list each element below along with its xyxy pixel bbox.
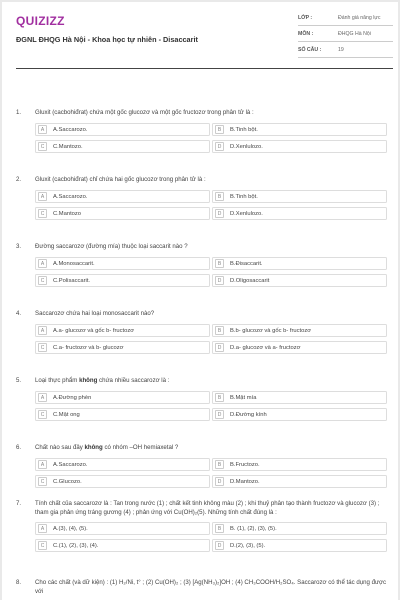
option-text: C.a- fructozơ và b- glucozơ (53, 344, 124, 351)
question-number: 6. (16, 444, 22, 451)
question-text: Saccarozơ chứa hai loại monosaccarit nào? (35, 310, 155, 317)
meta-row-count (298, 42, 393, 58)
option-a[interactable] (35, 458, 210, 471)
question-number: 1. (16, 109, 22, 116)
meta-table (298, 10, 393, 58)
option-text: D.(2), (3), (5). (230, 542, 266, 549)
option-a[interactable] (35, 123, 210, 136)
option-text: D.Oligosaccarit (230, 277, 270, 284)
question-text: Đường saccarozơ (đường mía) thuộc loại saccarit nào ? (35, 243, 188, 250)
option-text: C.Polisaccarit. (53, 277, 91, 284)
option-letter: B (215, 125, 224, 134)
option-d[interactable] (212, 341, 387, 354)
meta-key: SỐ CÂU : (298, 46, 322, 53)
meta-key: MÔN : (298, 30, 314, 37)
option-letter: D (215, 276, 224, 285)
option-text: A.Monosaccarit. (53, 260, 95, 267)
option-text: B.Tinh bột. (230, 126, 258, 133)
option-text: A.a- glucozơ và gốc b- fructozơ (53, 327, 135, 334)
worksheet-title: ĐGNL ĐHQG Hà Nội - Khoa học tự nhiên - Disaccarit (16, 35, 198, 44)
options (35, 522, 387, 552)
option-letter: D (215, 209, 224, 218)
option-text: A.Saccarozo. (53, 193, 88, 200)
question-8 (16, 578, 393, 596)
option-letter: A (38, 125, 47, 134)
option-a[interactable] (35, 190, 210, 203)
option-b[interactable] (212, 190, 387, 203)
option-letter: B (215, 192, 224, 201)
question-text-part: chứa nhiều saccarozơ là : (97, 377, 170, 384)
option-c[interactable] (35, 207, 210, 220)
option-letter: B (215, 524, 224, 533)
option-a[interactable] (35, 522, 210, 535)
option-c[interactable] (35, 274, 210, 287)
option-letter: C (38, 410, 47, 419)
option-d[interactable] (212, 475, 387, 488)
option-text: A.Saccarozo. (53, 126, 88, 133)
option-text: C.(1), (2), (3), (4). (53, 542, 99, 549)
option-text: A.(3), (4), (5). (53, 525, 88, 532)
question-1 (16, 108, 393, 153)
option-c[interactable] (35, 341, 210, 354)
option-letter: A (38, 524, 47, 533)
option-text: D.Xenlulozo. (230, 143, 263, 150)
question-text: Tính chất của saccarozơ là : Tan trong nước (1) ; chất kết tinh không màu (2) ; khi thuỷ phân tạo thành fructozơ và glucozơ (3) ; tham gia phản ứng tráng gương (4) ; phản ứng với Cu(OH)₂(5). Những tính chất đúng là : (35, 500, 380, 516)
option-letter: C (38, 541, 47, 550)
option-text: C.Mantozo. (53, 143, 83, 150)
option-text: B.Tinh bột. (230, 193, 258, 200)
meta-value: ĐHQG Hà Nội (338, 30, 371, 37)
option-text: B.Fructozo. (230, 461, 260, 468)
option-text: B.Mật mía (230, 394, 257, 401)
option-b[interactable] (212, 123, 387, 136)
question-text-part: Loại thực phẩm (35, 377, 80, 384)
option-d[interactable] (212, 140, 387, 153)
option-text: C.Mật ong (53, 411, 80, 418)
option-text: C.Mantozo (53, 210, 82, 217)
question-number: 3. (16, 243, 22, 250)
worksheet-header (2, 2, 398, 64)
option-b[interactable] (212, 324, 387, 337)
option-letter: A (38, 259, 47, 268)
option-letter: B (215, 460, 224, 469)
option-d[interactable] (212, 408, 387, 421)
option-c[interactable] (35, 539, 210, 552)
option-letter: C (38, 343, 47, 352)
meta-value: Đánh giá năng lực (338, 14, 381, 21)
question-text (35, 443, 393, 452)
question-number: 7. (16, 500, 22, 507)
question-number: 4. (16, 310, 22, 317)
meta-key: LỚP : (298, 14, 313, 21)
question-number: 8. (16, 579, 22, 586)
option-c[interactable] (35, 140, 210, 153)
option-letter: B (215, 326, 224, 335)
question-7 (16, 499, 393, 552)
option-b[interactable] (212, 522, 387, 535)
options (35, 190, 387, 220)
option-a[interactable] (35, 391, 210, 404)
options (35, 324, 387, 354)
question-text: Gluxit (cacbohiđrat) chứa một gốc glucozơ và một gốc fructozơ trong phân tử là : (35, 109, 254, 116)
worksheet-page (2, 2, 398, 600)
option-letter: D (215, 410, 224, 419)
question-text (35, 376, 393, 385)
option-letter: D (215, 142, 224, 151)
option-text: B.Đisaccarit. (230, 260, 263, 267)
option-b[interactable] (212, 391, 387, 404)
option-d[interactable] (212, 274, 387, 287)
option-letter: C (38, 142, 47, 151)
question-text: Cho các chất (và dữ kiện) : (1) H₂/Ni, t° ; (2) Cu(OH)₂ ; (3) [Ag(NH₃)₂]OH ; (4) CH₃COOH/H₂SO₄. Saccarozơ có thể tác dụng được với (35, 579, 387, 595)
question-3 (16, 242, 393, 287)
meta-row-subject (298, 26, 393, 42)
meta-value: 19 (338, 46, 344, 53)
question-text-part: Chất nào sau đây (35, 444, 85, 451)
options (35, 257, 387, 287)
option-letter: A (38, 192, 47, 201)
question-number: 5. (16, 377, 22, 384)
options (35, 458, 387, 488)
option-c[interactable] (35, 475, 210, 488)
option-b[interactable] (212, 458, 387, 471)
option-text: A.Saccarozo. (53, 461, 88, 468)
option-c[interactable] (35, 408, 210, 421)
option-text: B. (1), (2), (3), (5). (230, 525, 277, 532)
question-4 (16, 309, 393, 354)
option-d[interactable] (212, 207, 387, 220)
option-letter: C (38, 477, 47, 486)
option-b[interactable] (212, 257, 387, 270)
question-text-part: có nhóm –OH hemiaxetal ? (102, 444, 179, 451)
question-6 (16, 443, 393, 488)
option-text: C.Glucozo. (53, 478, 82, 485)
option-text: D.Xenlulozo. (230, 210, 263, 217)
option-letter: D (215, 343, 224, 352)
option-text: D.Mantozo. (230, 478, 260, 485)
option-d[interactable] (212, 539, 387, 552)
option-letter: D (215, 541, 224, 550)
option-text: D.Đường kính (230, 411, 267, 418)
question-2 (16, 175, 393, 220)
option-text: D.a- glucozơ và a- fructozơ (230, 344, 301, 351)
options (35, 123, 387, 153)
option-letter: B (215, 259, 224, 268)
question-emphasis: không (84, 444, 103, 451)
quizizz-logo: QUIZIZZ (16, 14, 65, 28)
question-number: 2. (16, 176, 22, 183)
question-5 (16, 376, 393, 421)
option-a[interactable] (35, 324, 210, 337)
option-text: B.b- glucozơ và gốc b- fructozơ (230, 327, 312, 334)
option-letter: A (38, 460, 47, 469)
option-letter: D (215, 477, 224, 486)
option-letter: C (38, 276, 47, 285)
option-letter: A (38, 393, 47, 402)
option-a[interactable] (35, 257, 210, 270)
options (35, 391, 387, 421)
meta-row-class (298, 10, 393, 26)
question-emphasis: không (79, 377, 98, 384)
option-text: A.Đường phèn (53, 394, 92, 401)
header-divider (16, 68, 393, 69)
question-text: Gluxit (cacbohiđrat) chỉ chứa hai gốc glucozơ trong phân tử là : (35, 176, 206, 183)
option-letter: A (38, 326, 47, 335)
option-letter: C (38, 209, 47, 218)
option-letter: B (215, 393, 224, 402)
